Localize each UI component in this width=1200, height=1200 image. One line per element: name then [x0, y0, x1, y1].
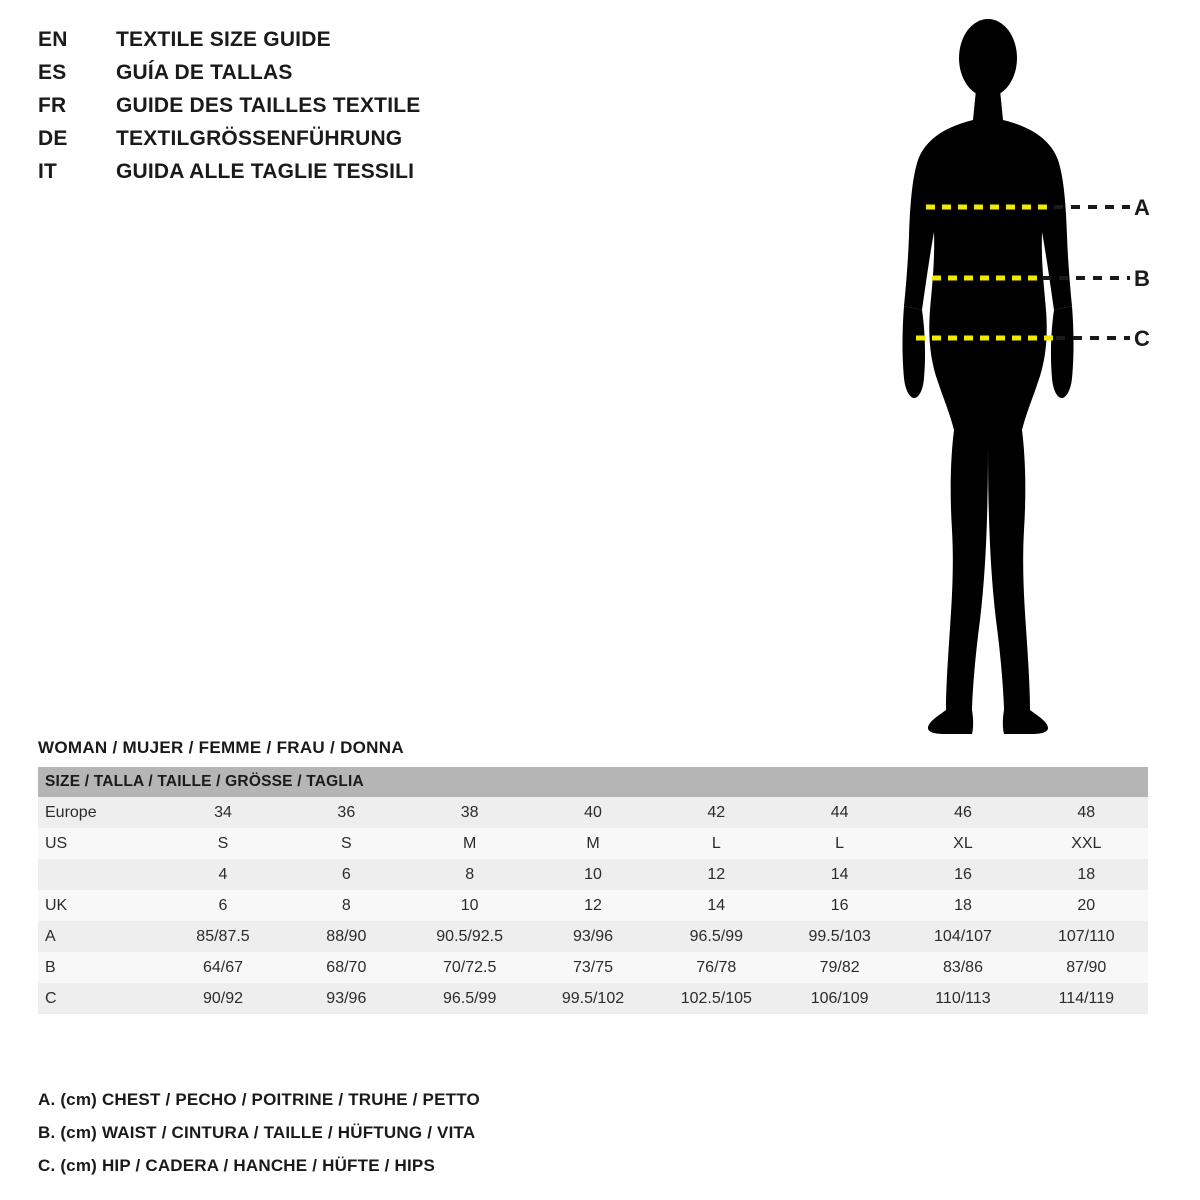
title-text-de: TEXTILGRÖSSENFÜHRUNG [116, 127, 403, 150]
table-cell: 6 [218, 896, 228, 914]
table-row [38, 983, 1148, 1014]
table-cell: 93/96 [326, 989, 367, 1007]
title-text-es: GUÍA DE TALLAS [116, 61, 293, 84]
title-row-es [38, 61, 598, 91]
table-cell: 36 [337, 803, 356, 821]
table-cell: XL [953, 834, 973, 852]
table-cell: 79/82 [819, 958, 860, 976]
table-cell: 99.5/103 [808, 927, 871, 945]
table-row [38, 921, 1148, 952]
table-cell: 12 [584, 896, 602, 914]
title-row-de [38, 127, 598, 157]
footnote-waist: B. (cm) WAIST / CINTURA / TAILLE / HÜFTUNG / VITA [38, 1123, 476, 1142]
table-header-row [38, 767, 1148, 797]
row-label [38, 859, 161, 890]
table-cell: 96.5/99 [689, 927, 743, 945]
table-cell: 107/110 [1057, 927, 1115, 945]
table-cell: 46 [954, 803, 972, 821]
table-cell: 93/96 [572, 927, 613, 945]
title-row-fr [38, 94, 598, 124]
table-cell: 34 [214, 803, 232, 821]
table-cell: 16 [954, 865, 972, 883]
figure-area [840, 10, 1180, 750]
row-label: Europe [45, 803, 97, 821]
title-row-en [38, 28, 598, 58]
row-label: B [45, 958, 56, 976]
footnotes [38, 1090, 938, 1189]
table-row [38, 828, 1148, 859]
table-row [38, 859, 1148, 890]
table-cell: S [217, 834, 229, 852]
table-cell: 73/75 [572, 958, 613, 976]
size-table [38, 767, 1148, 1014]
row-label: US [45, 834, 68, 852]
group-title: WOMAN / MUJER / FEMME / FRAU / DONNA [38, 738, 404, 757]
table-cell: 40 [584, 803, 602, 821]
table-cell: 106/109 [810, 989, 869, 1007]
table-cell: 18 [1077, 865, 1096, 883]
table-cell: 114/119 [1058, 989, 1115, 1007]
table-cell: 8 [465, 865, 475, 883]
table-cell: 110/113 [935, 989, 991, 1007]
title-text-it: GUIDA ALLE TAGLIE TESSILI [116, 160, 415, 183]
marker-label-a: A [1134, 195, 1150, 220]
language-code-es: ES [38, 61, 67, 84]
table-cell: 6 [341, 865, 351, 883]
table-cell: 90/92 [202, 989, 244, 1007]
table-cell: 38 [460, 803, 479, 821]
table-cell: 104/107 [934, 927, 992, 945]
table-cell: 4 [218, 865, 228, 883]
title-block [38, 28, 598, 193]
table-cell: 68/70 [326, 958, 367, 976]
footnote-chest: A. (cm) CHEST / PECHO / POITRINE / TRUHE / PETTO [38, 1090, 480, 1109]
table-cell: S [340, 834, 352, 852]
table-cell: 102.5/105 [680, 989, 752, 1007]
row-label: UK [45, 896, 68, 914]
table-cell: 96.5/99 [442, 989, 497, 1007]
table-row [38, 952, 1148, 983]
table-cell: 10 [460, 896, 479, 914]
table-cell: 10 [584, 865, 602, 883]
table-cell: 83/86 [942, 958, 983, 976]
marker-label-b: B [1134, 266, 1150, 291]
table-cell: 44 [830, 803, 849, 821]
table-cell: 99.5/102 [561, 989, 625, 1007]
title-row-it [38, 160, 598, 190]
size-table-section [38, 738, 1162, 1014]
language-code-de: DE [38, 127, 68, 150]
table-cell: 88/90 [326, 927, 367, 945]
row-label: C [45, 989, 57, 1007]
table-cell: 42 [707, 803, 726, 821]
table-cell: 85/87.5 [196, 927, 250, 945]
table-cell: 48 [1077, 803, 1096, 821]
table-cell: 14 [830, 865, 849, 883]
table-cell: 14 [707, 896, 726, 914]
table-row [38, 797, 1148, 828]
title-text-en: TEXTILE SIZE GUIDE [116, 28, 331, 51]
table-cell: 12 [707, 865, 726, 883]
table-cell: XXL [1071, 834, 1102, 852]
table-cell: 90.5/92.5 [436, 927, 504, 945]
table-cell: 18 [954, 896, 972, 914]
table-cell: 70/72.5 [442, 958, 497, 976]
table-header-cell: SIZE / TALLA / TAILLE / GRÖSSE / TAGLIA [38, 767, 1148, 797]
female-body-silhouette-icon [840, 10, 1180, 750]
table-cell: 87/90 [1066, 958, 1107, 976]
table-cell: 16 [830, 896, 849, 914]
language-code-en: EN [38, 28, 68, 51]
language-code-fr: FR [38, 94, 67, 117]
row-label: A [45, 927, 56, 945]
table-cell: 8 [341, 896, 351, 914]
table-cell: 20 [1077, 896, 1096, 914]
language-code-it: IT [38, 160, 58, 183]
table-cell: M [462, 834, 477, 852]
table-row [38, 890, 1148, 921]
table-cell: M [586, 834, 600, 852]
table-cell: 64/67 [202, 958, 244, 976]
table-cell: 76/78 [696, 958, 737, 976]
title-text-fr: GUIDE DES TAILLES TEXTILE [116, 94, 421, 117]
marker-label-c: C [1134, 326, 1150, 351]
table-cell: L [835, 834, 845, 852]
table-cell: L [711, 834, 721, 852]
footnote-hip: C. (cm) HIP / CADERA / HANCHE / HÜFTE / HIPS [38, 1156, 436, 1175]
